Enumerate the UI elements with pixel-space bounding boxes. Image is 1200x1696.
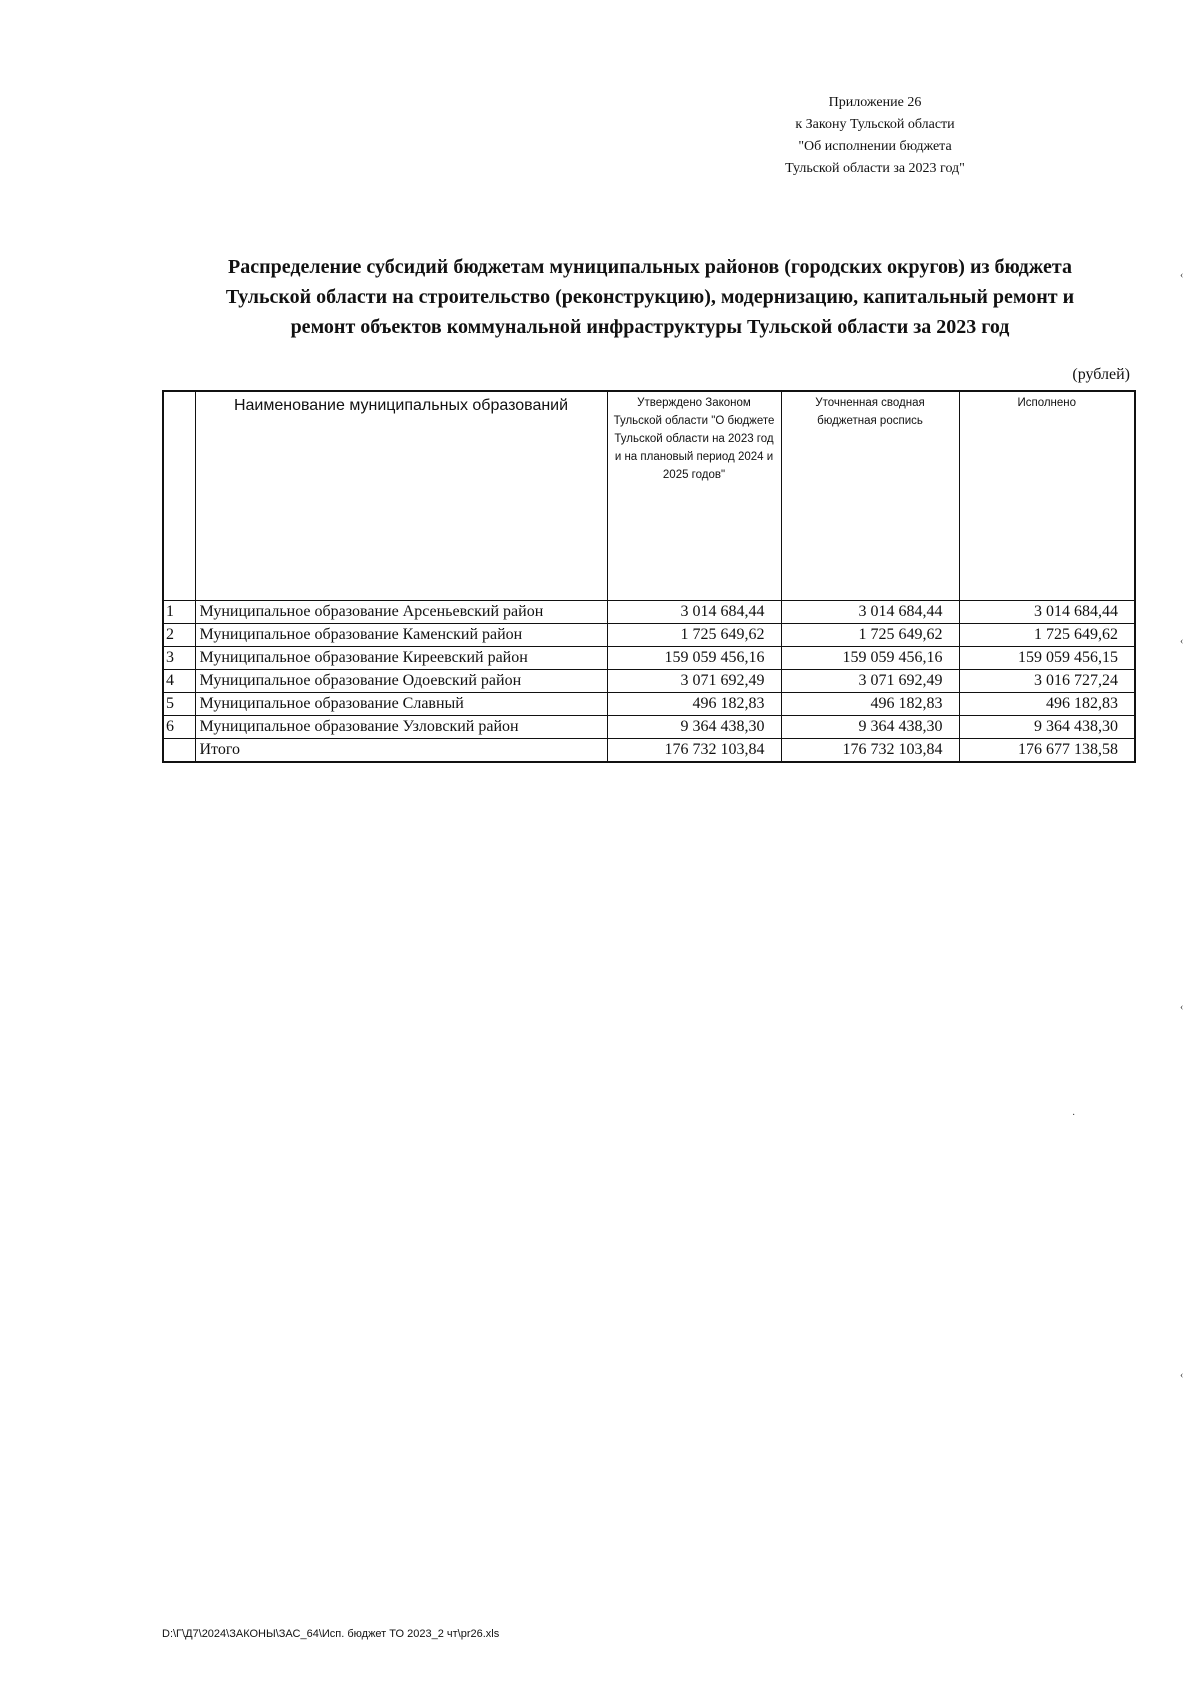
row-approved: 3 071 692,49 <box>607 670 781 693</box>
row-approved: 496 182,83 <box>607 693 781 716</box>
title-line: ремонт объектов коммунальной инфраструктуры Тульской области за 2023 год <box>290 316 1010 338</box>
table-row <box>163 693 1135 716</box>
appendix-line: "Об исполнении бюджета <box>798 139 952 154</box>
total-approved: 176 732 103,84 <box>607 739 781 763</box>
table-row <box>163 647 1135 670</box>
row-number: 4 <box>163 670 195 693</box>
row-number: 3 <box>163 647 195 670</box>
row-approved: 159 059 456,16 <box>607 647 781 670</box>
row-executed: 3 016 727,24 <box>959 670 1135 693</box>
row-number: 6 <box>163 716 195 739</box>
row-executed: 9 364 438,30 <box>959 716 1135 739</box>
row-refined: 159 059 456,16 <box>781 647 959 670</box>
header-name: Наименование муниципальных образований <box>195 391 607 601</box>
total-executed: 176 677 138,58 <box>959 739 1135 763</box>
row-executed: 496 182,83 <box>959 693 1135 716</box>
document-title <box>170 252 1130 342</box>
header-index-cell <box>163 391 195 601</box>
table-row <box>163 624 1135 647</box>
scan-mark: ‹ <box>1180 1370 1184 1381</box>
row-name: Муниципальное образование Одоевский район <box>195 670 607 693</box>
appendix-line: Приложение 26 <box>828 95 922 110</box>
appendix-block <box>760 92 990 180</box>
total-label: Итого <box>195 739 607 763</box>
table-row <box>163 670 1135 693</box>
row-approved: 3 014 684,44 <box>607 601 781 624</box>
table-row <box>163 601 1135 624</box>
row-number: 5 <box>163 693 195 716</box>
appendix-line: к Закону Тульской области <box>795 117 955 132</box>
scan-mark: · <box>1072 1110 1076 1121</box>
row-refined: 3 014 684,44 <box>781 601 959 624</box>
table-total-row <box>163 739 1135 763</box>
row-name: Муниципальное образование Узловский район <box>195 716 607 739</box>
row-refined: 3 071 692,49 <box>781 670 959 693</box>
row-refined: 1 725 649,62 <box>781 624 959 647</box>
title-line: Тульской области на строительство (реконструкцию), модернизацию, капитальный ремонт и <box>225 286 1075 308</box>
row-executed: 1 725 649,62 <box>959 624 1135 647</box>
row-refined: 496 182,83 <box>781 693 959 716</box>
title-line: Распределение субсидий бюджетам муниципальных районов (городских округов) из бюджета <box>228 256 1072 278</box>
table-header-row <box>163 391 1135 601</box>
row-number: 1 <box>163 601 195 624</box>
row-name: Муниципальное образование Каменский район <box>195 624 607 647</box>
scan-mark: ‹ <box>1180 636 1184 647</box>
row-name: Муниципальное образование Арсеньевский район <box>195 601 607 624</box>
row-approved: 9 364 438,30 <box>607 716 781 739</box>
row-refined: 9 364 438,30 <box>781 716 959 739</box>
total-index-cell <box>163 739 195 763</box>
file-path-footer: D:\Г\Д7\2024\ЗАКОНЫ\ЗАС_64\Исп. бюджет ТО 2023_2 чт\pr26.xls <box>162 1628 500 1640</box>
row-executed: 159 059 456,15 <box>959 647 1135 670</box>
total-refined: 176 732 103,84 <box>781 739 959 763</box>
scan-mark: ‹ <box>1180 270 1184 281</box>
header-executed: Исполнено <box>959 391 1135 601</box>
row-name: Муниципальное образование Славный <box>195 693 607 716</box>
header-approved: Утверждено Законом Тульской области "О бюджете Тульской области на 2023 год и на плановый период 2024 и 2025 годов" <box>607 391 781 601</box>
row-executed: 3 014 684,44 <box>959 601 1135 624</box>
header-refined: Уточненная сводная бюджетная роспись <box>781 391 959 601</box>
subsidy-table <box>162 390 1136 763</box>
unit-label: (рублей) <box>1072 366 1130 383</box>
row-number: 2 <box>163 624 195 647</box>
scan-mark: ‹ <box>1180 1002 1184 1013</box>
table-row <box>163 716 1135 739</box>
row-approved: 1 725 649,62 <box>607 624 781 647</box>
appendix-line: Тульской области за 2023 год" <box>785 161 965 176</box>
row-name: Муниципальное образование Киреевский район <box>195 647 607 670</box>
